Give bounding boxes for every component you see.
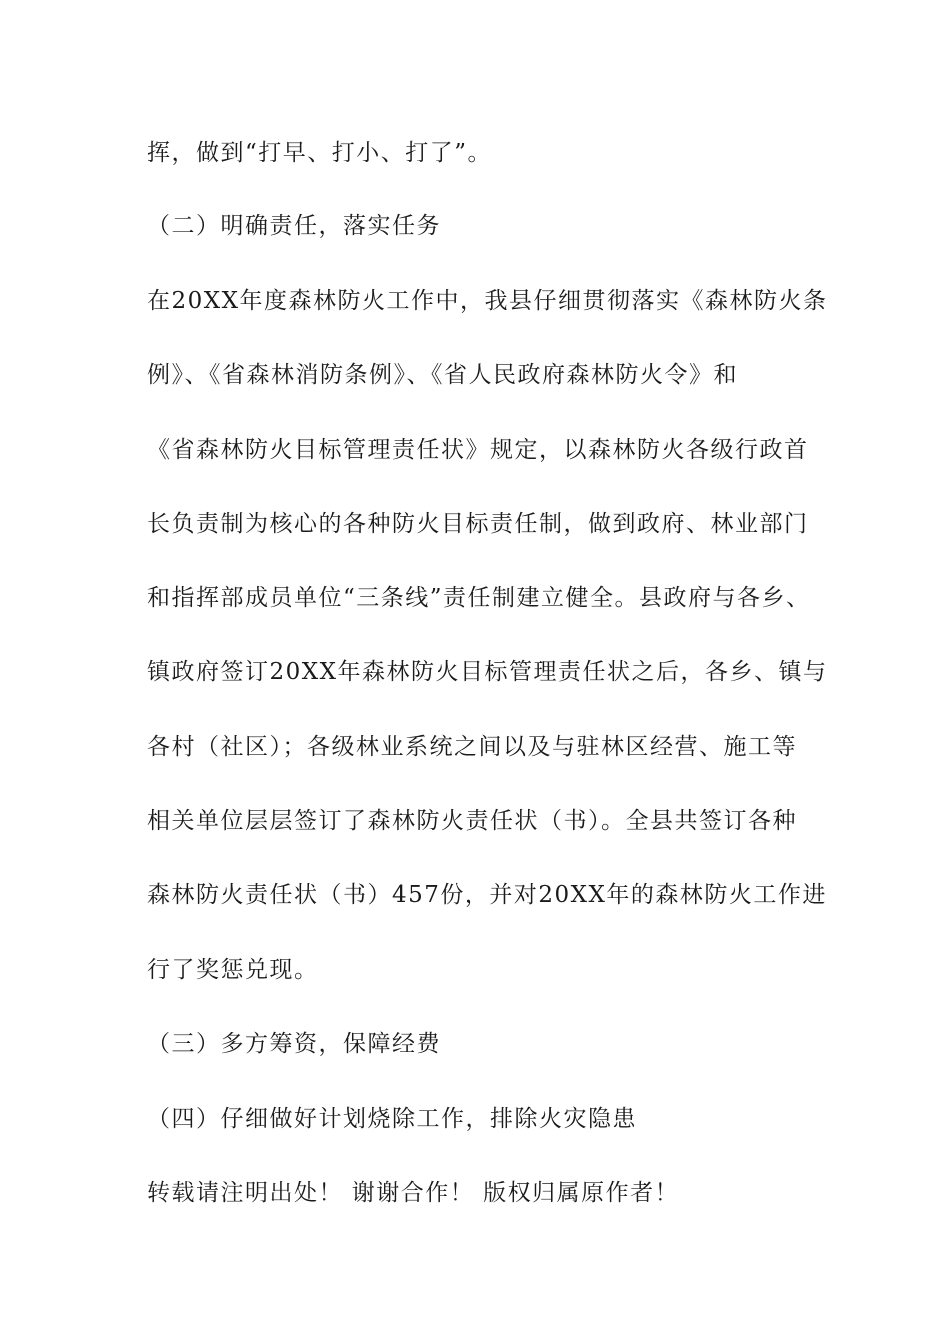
paragraph-line: 各村（社区）；各级林业系统之间以及与驻林区经营、施工等 [147, 734, 797, 760]
paragraph-line: 例》、《省森林消防条例》、《省人民政府森林防火令》和 [147, 362, 738, 388]
paragraph-line: 《省森林防火目标管理责任状》规定，以森林防火各级行政首 [147, 437, 809, 463]
paragraph-line: 长负责制为核心的各种防火目标责任制，做到政府、林业部门 [147, 511, 809, 537]
copyright-notice: 转载请注明出处！ 谢谢合作！ 版权归属原作者！ [147, 1180, 680, 1206]
paragraph-line: 镇政府签订20XX年森林防火目标管理责任状之后，各乡、镇与 [147, 659, 828, 685]
paragraph-line: 和指挥部成员单位“三条线”责任制建立健全。县政府与各乡、 [147, 585, 811, 611]
paragraph-line: 在20XX年度森林防火工作中，我县仔细贯彻落实《森林防火条 [147, 288, 828, 314]
section-heading: （三）多方筹资，保障经费 [147, 1031, 441, 1057]
paragraph-line: 相关单位层层签订了森林防火责任状（书）。全县共签订各种 [147, 808, 797, 834]
paragraph-line: 挥，做到“打早、打小、打了”。 [147, 140, 493, 166]
paragraph-line: 行了奖惩兑现。 [147, 957, 319, 983]
paragraph-line: 森林防火责任状（书）457份，并对20XX年的森林防火工作进 [147, 882, 827, 908]
section-heading: （四）仔细做好计划烧除工作，排除火灾隐患 [147, 1106, 637, 1132]
section-heading: （二）明确责任，落实任务 [147, 213, 441, 239]
